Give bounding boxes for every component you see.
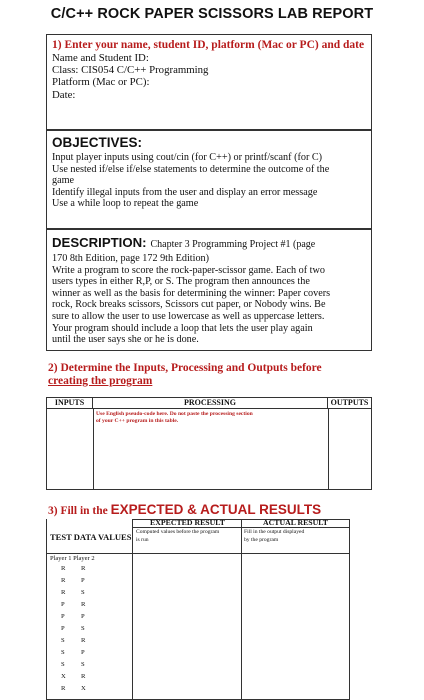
- table-row: [61, 565, 121, 572]
- description-line: winner as well as the basis for determining the winner: Paper covers: [52, 287, 331, 299]
- processing-note-line1: Use English pseudo-code here. Do not paste the processing section: [96, 411, 253, 417]
- objectives-heading: OBJECTIVES:: [52, 135, 143, 150]
- inputs-header: INPUTS: [47, 398, 93, 409]
- player1-value: R: [61, 577, 66, 584]
- section1-heading: 1) Enter your name, student ID, platform (Mac or PC) and date: [52, 39, 365, 51]
- processing-note-line2: of your C++ program in this table.: [96, 418, 179, 425]
- expected-column: [133, 519, 242, 699]
- description-line: Write a program to score the rock-paper-scissor game. Each of two: [52, 264, 325, 276]
- description-line: Your program should include a loop that lets the user play again: [52, 322, 313, 334]
- table-row: [61, 613, 121, 620]
- table-row: [61, 649, 121, 656]
- expected-note: [136, 529, 240, 544]
- header-row-divider: [47, 553, 349, 554]
- player1-value: S: [61, 649, 65, 656]
- ipo-section: [46, 362, 372, 492]
- platform-line: Platform (Mac or PC):: [52, 76, 150, 89]
- player1-value: R: [61, 589, 66, 596]
- player1-value: X: [61, 673, 66, 680]
- player1-value: R: [61, 685, 66, 692]
- ipo-table: [46, 397, 372, 490]
- player2-value: S: [81, 625, 85, 632]
- description-line: users types in either R,P, or S. The program then announces the: [52, 276, 310, 288]
- test-data-column: [47, 519, 133, 699]
- header-divider: [133, 527, 349, 528]
- description-line: until the user says she or he is done.: [52, 334, 199, 346]
- player2-value: S: [81, 661, 85, 668]
- player1-value: P: [61, 625, 65, 632]
- actual-header: ACTUAL RESULT: [263, 518, 328, 527]
- actual-column: [242, 519, 349, 699]
- player2-value: R: [81, 637, 86, 644]
- results-table: [46, 519, 350, 700]
- processing-header: PROCESSING: [93, 398, 328, 409]
- report-title: C/C++ ROCK PAPER SCISSORS LAB REPORT: [50, 6, 374, 22]
- actual-note: [244, 529, 348, 544]
- table-row: [61, 685, 121, 692]
- expected-note-line2: is run: [136, 536, 149, 543]
- objective-line: Use nested if/else if/else statements to determine the outcome of the: [52, 163, 330, 175]
- table-row: [61, 673, 121, 680]
- player1-value: R: [61, 565, 66, 572]
- objective-line: Input player inputs using cout/cin (for C++) or printf/scanf (for C): [52, 152, 323, 163]
- table-row: [61, 661, 121, 668]
- class-line: Class: CIS054 C/C++ Programming: [52, 64, 209, 77]
- section3-heading-prefix: 3) Fill in the: [48, 505, 111, 517]
- name-line: Name and Student ID:: [52, 52, 149, 64]
- table-row: [61, 625, 121, 632]
- actual-note-line2: by the program: [244, 536, 279, 543]
- player2-value: P: [81, 613, 85, 620]
- table-row: [61, 577, 121, 584]
- player1-value: S: [61, 637, 65, 644]
- column-divider: [328, 409, 329, 489]
- table-row: [61, 637, 121, 644]
- description-box: [46, 229, 372, 351]
- results-section: [46, 503, 372, 700]
- section3-heading: [48, 503, 321, 518]
- description-line: 170 8th Edition, page 172 9th Edition): [52, 253, 210, 264]
- player2-value: P: [81, 649, 85, 656]
- outputs-header: OUTPUTS: [328, 398, 371, 409]
- description-heading: DESCRIPTION:: [52, 235, 147, 250]
- processing-note: [96, 411, 321, 426]
- objective-line: game: [52, 175, 75, 187]
- table-row: [61, 601, 121, 608]
- player1-value: S: [61, 661, 65, 668]
- player2-value: X: [81, 685, 86, 692]
- section3-heading-emphasis: EXPECTED & ACTUAL RESULTS: [110, 502, 322, 517]
- objective-line: Identify illegal inputs from the user and display an error message: [52, 186, 318, 198]
- description-chapter: Chapter 3 Programming Project #1 (page: [150, 239, 316, 250]
- test-data-header: TEST DATA VALUES: [50, 532, 132, 542]
- column-divider: [93, 409, 94, 489]
- section2-heading-line2: creating the program: [48, 375, 153, 387]
- student-info-box: [46, 34, 372, 130]
- objective-line: Use a while loop to repeat the game: [52, 198, 199, 210]
- player2-value: P: [81, 577, 85, 584]
- players-label: Player 1 Player 2: [50, 555, 95, 562]
- player1-value: P: [61, 601, 65, 608]
- description-line: sure to allow the user to use lowercase as well as uppercase letters.: [52, 310, 325, 322]
- date-line: Date:: [52, 88, 76, 101]
- expected-header: EXPECTED RESULT: [150, 518, 225, 527]
- section2-heading: [46, 362, 372, 388]
- description-line: rock, Rock breaks scissors, Scissors cut paper, or Nobody wins. Be: [52, 299, 326, 311]
- table-row: [61, 589, 121, 596]
- expected-note-line1: Computed values before the program: [136, 529, 220, 535]
- player2-value: R: [81, 565, 86, 572]
- actual-note-line1: Fill in the output displayed: [244, 529, 305, 535]
- player2-value: S: [81, 589, 85, 596]
- section2-heading-line1: 2) Determine the Inputs, Processing and Outputs before: [48, 362, 322, 374]
- player2-value: R: [81, 673, 86, 680]
- objectives-box: [46, 130, 372, 229]
- player2-value: R: [81, 601, 86, 608]
- player1-value: P: [61, 613, 65, 620]
